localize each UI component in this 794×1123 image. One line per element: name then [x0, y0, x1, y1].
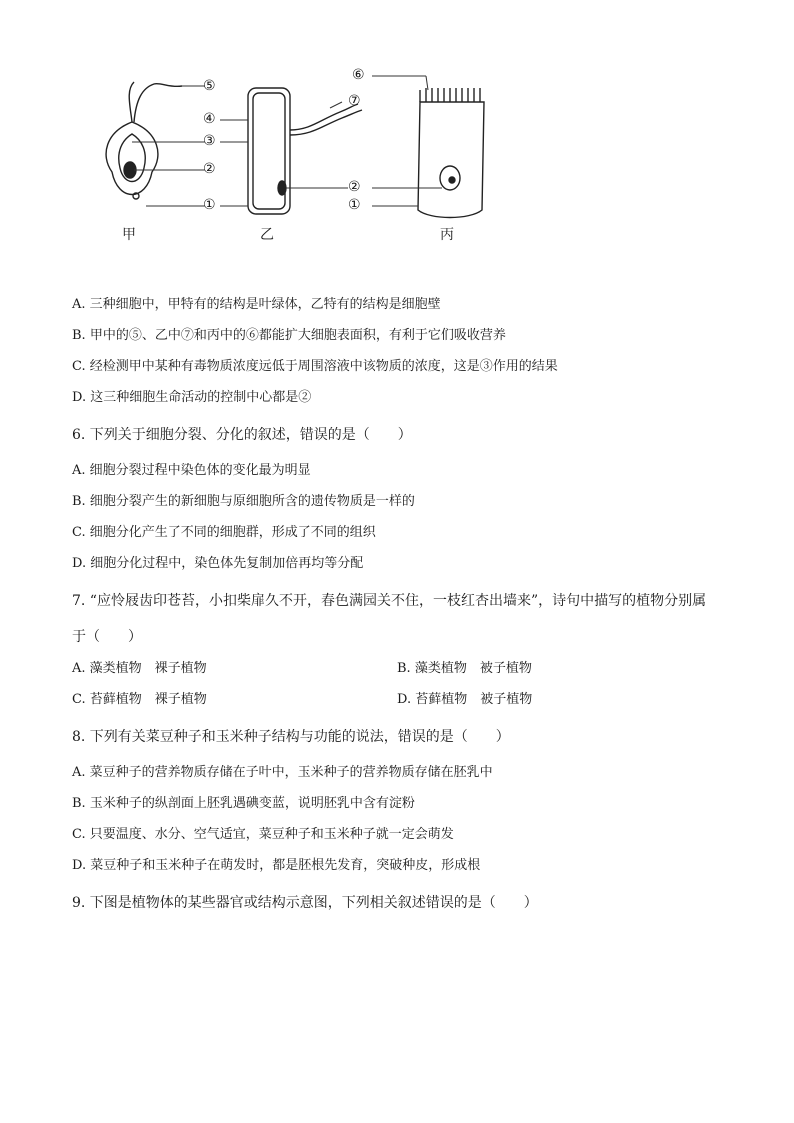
q8-option-b: B. 玉米种子的纵剖面上胚乳遇碘变蓝，说明胚乳中含有淀粉	[72, 796, 415, 811]
marker-7-yi: ⑦	[348, 93, 361, 109]
q5-option-a: A. 三种细胞中，甲特有的结构是叶绿体，乙特有的结构是细胞壁	[72, 297, 441, 312]
q9-stem: 9. 下图是植物体的某些器官或结构示意图，下列相关叙述错误的是（ ）	[72, 895, 538, 911]
q7-option-c: C. 苔藓植物 裸子植物	[72, 692, 207, 707]
q5-option-c: C. 经检测甲中某种有毒物质浓度远低于周围溶液中该物质的浓度，这是③作用的结果	[72, 359, 558, 374]
q6-option-b: B. 细胞分裂产生的新细胞与原细胞所含的遗传物质是一样的	[72, 494, 415, 509]
marker-1-yi: ①	[348, 197, 361, 213]
marker-6-bing: ⑥	[352, 67, 365, 83]
q8-option-c: C. 只要温度、水分、空气适宜，菜豆种子和玉米种子就一定会萌发	[72, 827, 454, 842]
marker-2-jia: ②	[203, 161, 216, 177]
q6-option-d: D. 细胞分化过程中，染色体先复制加倍再均等分配	[72, 556, 364, 571]
q7-option-d: D. 苔藓植物 被子植物	[397, 692, 533, 707]
label-yi: 乙	[260, 227, 274, 243]
question-content	[72, 0, 732, 1123]
q6-option-c: C. 细胞分化产生了不同的细胞群，形成了不同的组织	[72, 525, 376, 540]
marker-1-jia: ①	[203, 197, 216, 213]
marker-5-jia: ⑤	[203, 78, 216, 94]
q8-stem: 8. 下列有关菜豆种子和玉米种子结构与功能的说法，错误的是（ ）	[72, 729, 510, 745]
label-bing: 丙	[440, 227, 454, 243]
q6-option-a: A. 细胞分裂过程中染色体的变化最为明显	[72, 463, 311, 478]
q6-stem: 6. 下列关于细胞分裂、分化的叙述，错误的是（ ）	[72, 427, 412, 443]
q5-option-d: D. 这三种细胞生命活动的控制中心都是②	[72, 390, 312, 405]
marker-4-jia: ④	[203, 111, 216, 127]
q8-option-d: D. 菜豆种子和玉米种子在萌发时，都是胚根先发育，突破种皮，形成根	[72, 858, 481, 873]
q7-option-a: A. 藻类植物 裸子植物	[72, 661, 207, 676]
q5-option-b: B. 甲中的⑤、乙中⑦和丙中的⑥都能扩大细胞表面积，有利于它们吸收营养	[72, 328, 506, 343]
label-jia: 甲	[122, 227, 136, 243]
q7-stem-line1: 7. “应怜屐齿印苍苔，小扣柴扉久不开，春色满园关不住，一枝红杏出墙来”，诗句中描写的植物分别属	[72, 593, 707, 609]
q7-option-b: B. 藻类植物 被子植物	[397, 661, 532, 676]
q7-stem-line2: 于（ ）	[72, 629, 142, 645]
q8-option-a: A. 菜豆种子的营养物质存储在子叶中，玉米种子的营养物质存储在胚乳中	[72, 765, 493, 780]
marker-2-yi: ②	[348, 179, 361, 195]
marker-3-jia: ③	[203, 133, 216, 149]
